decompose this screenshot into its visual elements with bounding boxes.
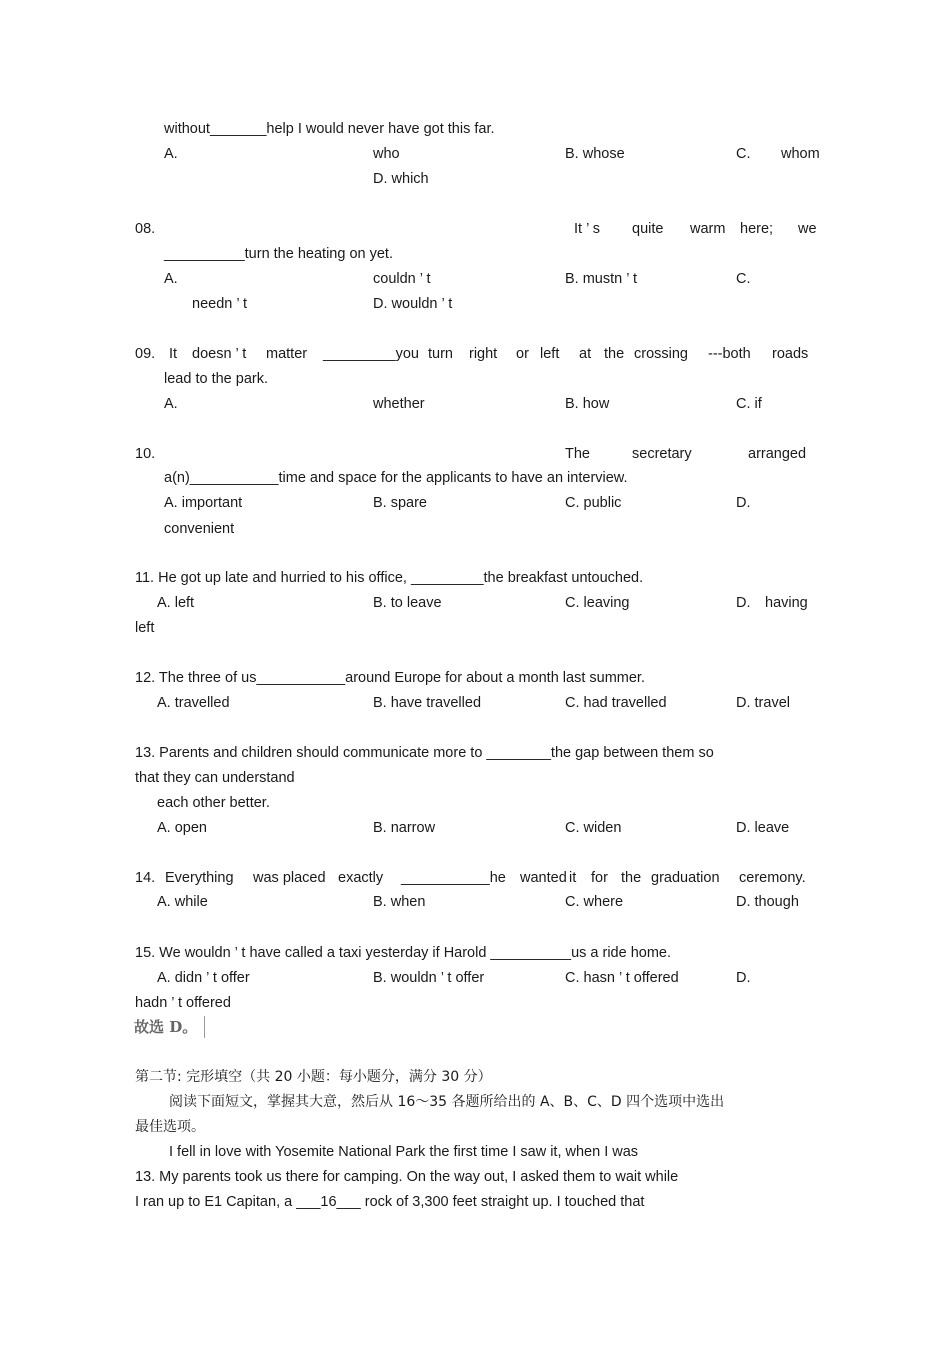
q14-stem-word: was placed bbox=[253, 870, 326, 886]
q13-option-d: D. leave bbox=[736, 820, 790, 836]
q08-stem-word: here; bbox=[740, 221, 774, 237]
q09-stem: lead to the park. bbox=[164, 371, 268, 387]
q13-stem: each other better. bbox=[157, 795, 270, 811]
q15-stem: 15. We wouldn ’ t have called a taxi yesterday if Harold __________us a ride home. bbox=[135, 945, 672, 961]
q09-stem-word: matter bbox=[266, 346, 308, 362]
q13-option-c: C. widen bbox=[565, 820, 622, 836]
q09-stem-word: It bbox=[169, 346, 178, 362]
q15-option-b: B. wouldn ’ t offer bbox=[373, 970, 485, 986]
q14-stem-word: it bbox=[569, 870, 577, 886]
q12-stem: 12. The three of us___________around Europe for about a month last summer. bbox=[135, 670, 645, 686]
q08-number: 08. bbox=[135, 221, 156, 237]
q11-option-d: D. bbox=[736, 595, 751, 611]
q09-stem-word: the bbox=[604, 346, 625, 362]
q11-stem: 11. He got up late and hurried to his office, _________the breakfast untouched. bbox=[135, 570, 644, 586]
q08-option-b: B. mustn ’ t bbox=[565, 271, 637, 287]
q10-stem-word: The bbox=[565, 446, 590, 462]
q08-stem: __________turn the heating on yet. bbox=[164, 246, 393, 262]
q09-option-a-text: whether bbox=[373, 396, 425, 412]
q09-stem-word: ---both bbox=[708, 346, 751, 362]
q08-option-a-text: couldn ’ t bbox=[373, 271, 431, 287]
section2-instructions: 最佳选项。 bbox=[135, 1119, 205, 1135]
passage-line: 13. My parents took us there for camping. On the way out, I asked them to wait while bbox=[135, 1169, 679, 1185]
q15-option-d-text: hadn ’ t offered bbox=[135, 995, 231, 1011]
q14-stem-word: graduation bbox=[651, 870, 720, 886]
answer-stamp: 故选 D。 bbox=[134, 1016, 205, 1038]
q07-stem: without_______help I would never have got this far. bbox=[164, 121, 495, 137]
q11-option-d-text: having bbox=[765, 595, 808, 611]
q07-option-c: C. bbox=[736, 146, 751, 162]
q15-option-c: C. hasn ’ t offered bbox=[565, 970, 679, 986]
q11-option-a: A. left bbox=[157, 595, 195, 611]
q09-stem-word: at bbox=[579, 346, 592, 362]
q13-stem: 13. Parents and children should communicate more to ________the gap between them so bbox=[135, 745, 714, 761]
q09-stem-word: doesn ’ t bbox=[192, 346, 247, 362]
q08-stem-word: warm bbox=[690, 221, 726, 237]
q09-stem-word: crossing bbox=[634, 346, 688, 362]
q08-stem-word: quite bbox=[632, 221, 664, 237]
q12-option-c: C. had travelled bbox=[565, 695, 667, 711]
q10-option-b: B. spare bbox=[373, 495, 427, 511]
q14-stem-word: exactly bbox=[338, 870, 384, 886]
q12-option-d: D. travel bbox=[736, 695, 790, 711]
q14-stem-word: the bbox=[621, 870, 642, 886]
q07-option-b: B. whose bbox=[565, 146, 625, 162]
q09-stem-word: turn bbox=[428, 346, 453, 362]
q07-option-c-text: whom bbox=[781, 146, 820, 162]
q14-stem-word: Everything bbox=[165, 870, 234, 886]
q14-stem-word: wanted bbox=[520, 870, 567, 886]
q10-stem-word: arranged bbox=[748, 446, 807, 462]
q10-number: 10. bbox=[135, 446, 156, 462]
q09-option-b: B. how bbox=[565, 396, 610, 412]
q11-option-d-text: left bbox=[135, 620, 155, 636]
q11-option-b: B. to leave bbox=[373, 595, 442, 611]
q09-number: 09. bbox=[135, 346, 156, 362]
q14-stem-word: ceremony. bbox=[739, 870, 806, 886]
q15-option-d: D. bbox=[736, 970, 751, 986]
q08-stem-word: It ’ s bbox=[574, 221, 601, 237]
q10-option-d-text: convenient bbox=[164, 521, 235, 537]
q12-option-b: B. have travelled bbox=[373, 695, 482, 711]
q10-stem: a(n)___________time and space for the applicants to have an interview. bbox=[164, 470, 628, 486]
q10-option-c: C. public bbox=[565, 495, 622, 511]
q12-option-a: A. travelled bbox=[157, 695, 230, 711]
q09-option-c: C. if bbox=[736, 396, 762, 412]
q09-stem-word: or bbox=[516, 346, 529, 362]
q09-option-a: A. bbox=[164, 396, 178, 412]
q07-option-d: D. which bbox=[373, 171, 429, 187]
q13-option-a: A. open bbox=[157, 820, 207, 836]
q09-stem-word: roads bbox=[772, 346, 809, 362]
q08-option-c-text: needn ’ t bbox=[192, 296, 248, 312]
q08-option-a: A. bbox=[164, 271, 178, 287]
q08-stem-word: we bbox=[798, 221, 817, 237]
q14-option-a: A. while bbox=[157, 894, 208, 910]
q10-option-d: D. bbox=[736, 495, 751, 511]
passage-line: I ran up to E1 Capitan, a ___16___ rock of 3,300 feet straight up. I touched that bbox=[135, 1194, 645, 1210]
q14-stem-word: for bbox=[591, 870, 608, 886]
q09-stem-word: left bbox=[540, 346, 560, 362]
q07-option-a-text: who bbox=[373, 146, 400, 162]
q15-option-a: A. didn ’ t offer bbox=[157, 970, 250, 986]
q13-stem: that they can understand bbox=[135, 770, 295, 786]
q14-stem-word: 14. bbox=[135, 870, 156, 886]
q14-stem-word: ___________he bbox=[401, 870, 506, 886]
q14-option-d: D. though bbox=[736, 894, 799, 910]
q10-stem-word: secretary bbox=[632, 446, 692, 462]
passage-line: I fell in love with Yosemite National Park the first time I saw it, when I was bbox=[169, 1144, 639, 1160]
q14-option-c: C. where bbox=[565, 894, 624, 910]
section2-heading: 第二节: 完形填空（共 20 小题：每小题分，满分 30 分） bbox=[135, 1069, 492, 1085]
q09-stem-word: _________you bbox=[323, 346, 419, 362]
q14-option-b: B. when bbox=[373, 894, 426, 910]
q08-option-c: C. bbox=[736, 271, 751, 287]
q07-option-a: A. bbox=[164, 146, 178, 162]
q11-option-c: C. leaving bbox=[565, 595, 630, 611]
q10-option-a: A. important bbox=[164, 495, 243, 511]
q13-option-b: B. narrow bbox=[373, 820, 436, 836]
q09-stem-word: right bbox=[469, 346, 498, 362]
section2-instructions: 阅读下面短文，掌握其大意，然后从 16～35 各题所给出的 A、B、C、D 四个选项中选出 bbox=[169, 1094, 725, 1110]
q08-option-d: D. wouldn ’ t bbox=[373, 296, 453, 312]
